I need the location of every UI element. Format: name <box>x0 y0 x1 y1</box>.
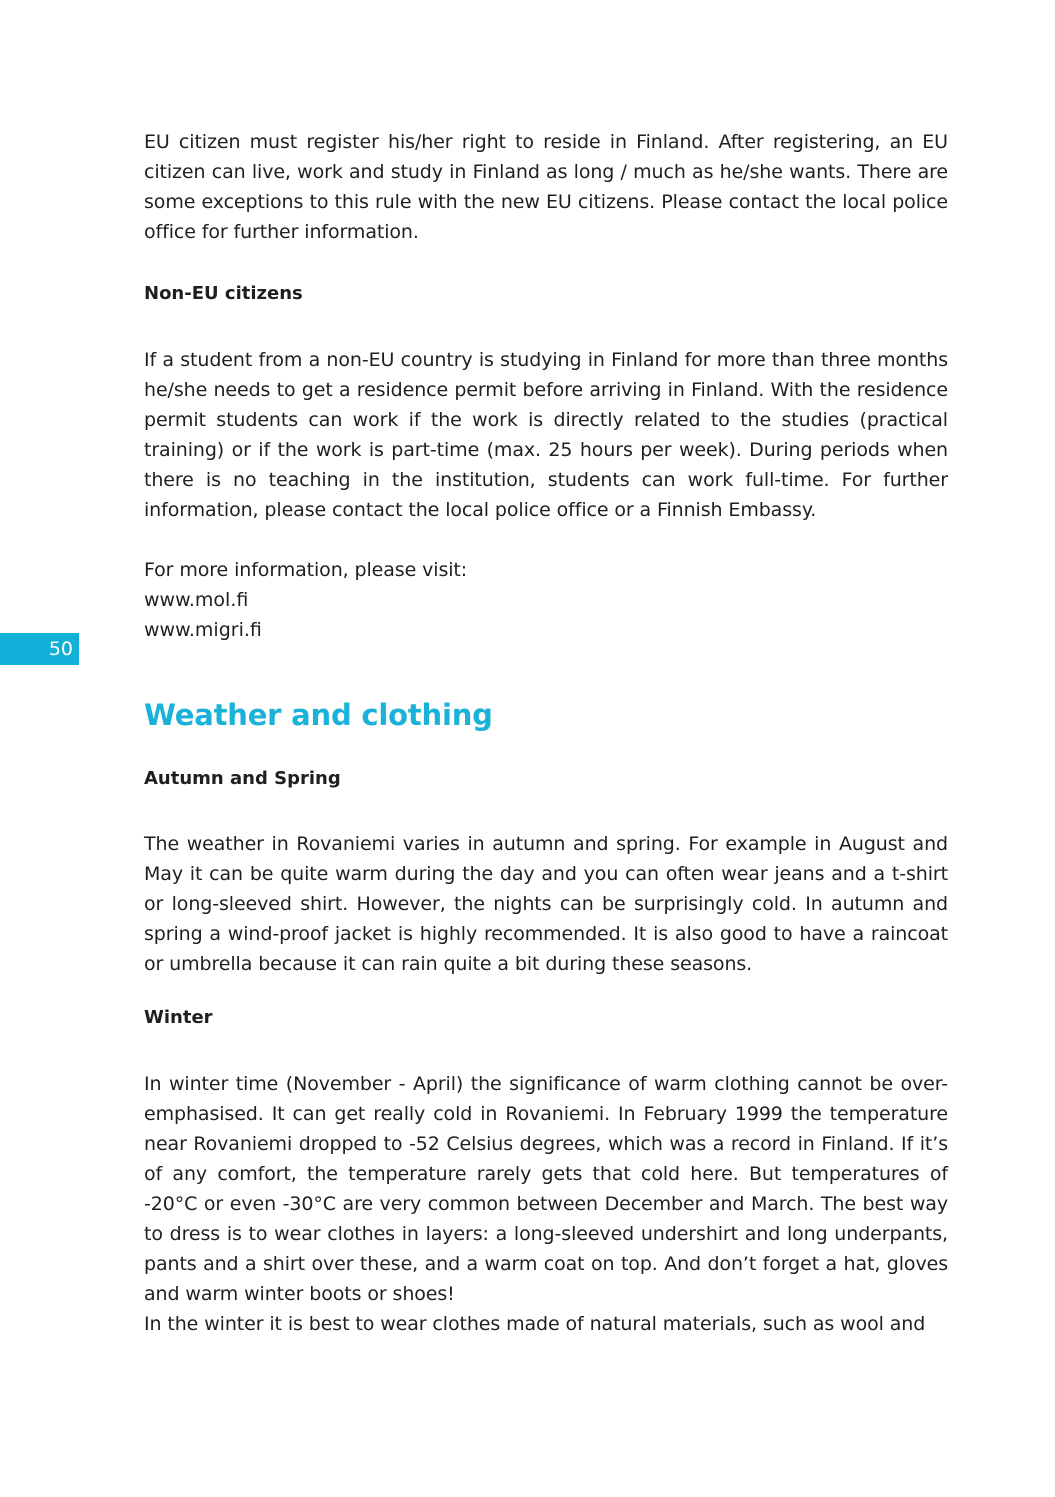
weather-heading: Weather and clothing <box>144 698 493 732</box>
more-info-block <box>144 555 948 645</box>
winter-paragraph-2: In the winter it is best to wear clothes made of natural materials, such as wool and <box>144 1313 926 1335</box>
page-number: 50 <box>48 638 73 660</box>
non-eu-paragraph: If a student from a non-EU country is studying in Finland for more than three months he/she needs to get a residence permit before arriving in Finland. With the residence permit students can work if the work is directly related to the studies (practical training) or if the work is part-time (max. 25 hours per week). During periods when there is no teaching in the institution, students can work full-time. For further information, please contact the local police office or a Finnish Embassy. <box>144 349 948 521</box>
winter-body-continued <box>144 1309 948 1339</box>
more-info-intro: For more information, please visit: <box>144 559 468 581</box>
weather-section-title <box>144 697 948 733</box>
non-eu-section-header <box>144 279 948 339</box>
non-eu-section-body <box>144 345 948 525</box>
link-mol[interactable]: www.mol.fi <box>144 589 249 611</box>
non-eu-heading: Non-EU citizens <box>144 283 303 304</box>
winter-header <box>144 1003 948 1063</box>
link-migri[interactable]: www.migri.fi <box>144 619 262 641</box>
autumn-spring-paragraph: The weather in Rovaniemi varies in autumn and spring. For example in August and May it can be quite warm during the day and you can often wear jeans and a t-shirt or long-sleeved shirt. However, the nights can be surprisingly cold. In autumn and spring a wind-proof jacket is highly recommended. It is also good to have a raincoat or umbrella because it can rain quite a bit during these seasons. <box>144 833 948 975</box>
eu-citizens-continuation <box>144 127 948 247</box>
page-number-tab <box>0 633 79 665</box>
winter-body <box>144 1069 948 1309</box>
autumn-spring-body <box>144 829 948 979</box>
autumn-spring-heading: Autumn and Spring <box>144 768 341 789</box>
winter-heading: Winter <box>144 1007 213 1028</box>
autumn-spring-header <box>144 764 948 824</box>
eu-paragraph: EU citizen must register his/her right to reside in Finland. After registering, an EU citizen can live, work and study in Finland as long / much as he/she wants. There are some exceptions to this rule with the new EU citizens. Please contact the local police office for further information. <box>144 131 948 243</box>
winter-paragraph: In winter time (November - April) the significance of warm clothing cannot be over-emphasised. It can get really cold in Rovaniemi. In February 1999 the temperature near Rovaniemi dropped to -52 Celsius degrees, which was a record in Finland. If it’s of any comfort, the temperature rarely gets that cold here. But temperatures of -20°C or even -30°C are very common between December and March. The best way to dress is to wear clothes in layers: a long-sleeved undershirt and long underpants, pants and a shirt over these, and a warm coat on top. And don’t forget a hat, gloves and warm winter boots or shoes! <box>144 1073 948 1305</box>
